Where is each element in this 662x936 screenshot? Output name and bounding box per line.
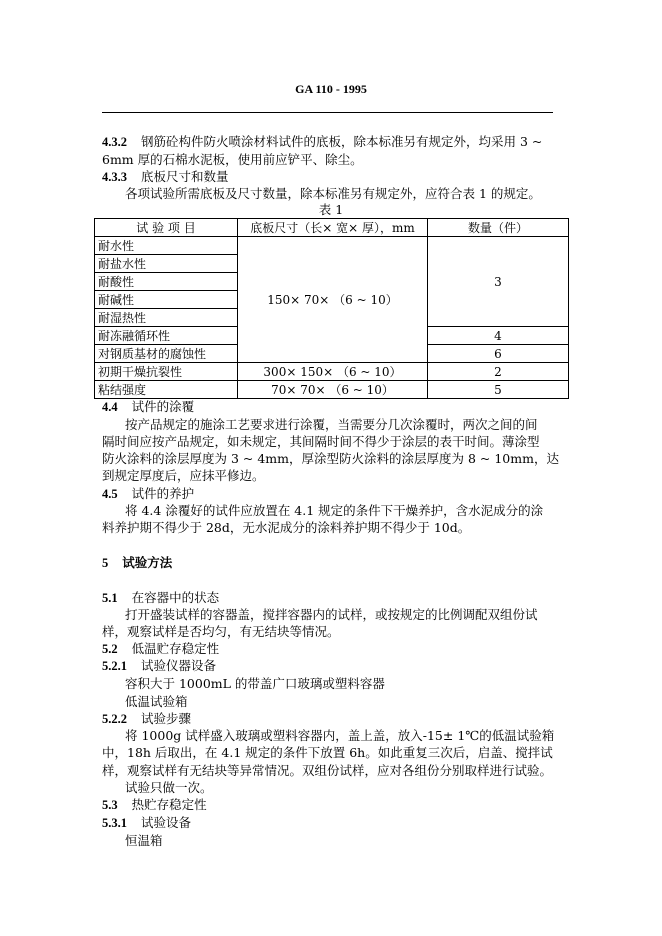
clause-5-1-heading: 5.1 在容器中的状态	[102, 590, 220, 605]
header-rule	[102, 112, 553, 113]
quantity-cell: 2	[428, 363, 569, 381]
table-header-row	[95, 219, 569, 237]
clause-4-3-2-line1: 4.3.2 钢筋砼构件防火喷涂材料试件的底板，除本标准另有规定外，均采用 3 ~	[102, 134, 543, 149]
clause-4-3-3-text: 各项试验所需底板及尺寸数量，除本标准另有规定外，应符合表 1 的规定。	[125, 186, 541, 201]
clause-5-2-1-line2: 低温试验箱	[125, 694, 188, 709]
clause-5-2-2-line2: 中，18h 后取出，在 4.1 规定的条件下放置 6h。如此重复三次后，启盖、搅拌试	[102, 745, 553, 760]
clause-4-4-heading: 4.4 试件的涂覆	[102, 399, 195, 414]
quantity-cell: 6	[428, 345, 569, 363]
clause-4-3-2-line2: 6mm 厚的石棉水泥板，使用前应铲平、除尘。	[102, 152, 363, 167]
test-item: 初期干燥抗裂性	[95, 363, 238, 381]
test-item: 耐碱性	[95, 291, 238, 309]
clause-5-2-2-line4: 试验只做一次。	[125, 780, 213, 795]
size-cell: 150× 70× （6 ~ 10）	[238, 237, 428, 363]
clause-4-5-line1: 将 4.4 涂覆好的试件应放置在 4.1 规定的条件下干燥养护，含水泥成分的涂	[125, 503, 544, 518]
header-quantity: 数量（件）	[428, 219, 569, 237]
quantity-cell: 4	[428, 327, 569, 345]
quantity-cell: 3	[428, 237, 569, 327]
test-item: 对钢质基材的腐蚀性	[95, 345, 238, 363]
quantity-cell: 5	[428, 381, 569, 399]
clause-5-2-1-line1: 容积大于 1000mL 的带盖广口玻璃或塑料容器	[125, 676, 385, 691]
clause-4-5-line2: 料养护期不得少于 28d，无水泥成分的涂料养护期不得少于 10d。	[102, 520, 471, 535]
clause-4-4-line3: 防火涂料的涂层厚度为 3 ~ 4mm，厚涂型防火涂料的涂层厚度为 8 ~ 10mm，达	[102, 451, 559, 466]
clause-5-3-1-heading: 5.3.1 试验设备	[102, 815, 192, 830]
clause-4-4-line4: 到规定厚度后，应抹平修边。	[102, 468, 265, 483]
clause-4-4-line2: 隔时间应按产品规定，如未规定，其间隔时间不得少于涂层的表干时间。薄涂型	[102, 434, 540, 449]
clause-5-2-2-heading: 5.2.2 试验步骤	[102, 711, 192, 726]
table-row	[95, 381, 569, 399]
test-item: 耐冻融循环性	[95, 327, 238, 345]
clause-4-4-line1: 按产品规定的施涂工艺要求进行涂覆，当需要分几次涂覆时，两次之间的间	[125, 417, 538, 432]
clause-4-5-heading: 4.5 试件的养护	[102, 486, 195, 501]
header-size: 底板尺寸（长× 宽× 厚），mm	[238, 219, 428, 237]
test-item: 粘结强度	[95, 381, 238, 399]
clause-5-3-heading: 5.3 热贮存稳定性	[102, 797, 207, 812]
table-row	[95, 363, 569, 381]
table-row	[95, 237, 569, 255]
clause-5-2-1-heading: 5.2.1 试验仪器设备	[102, 658, 217, 673]
test-item: 耐湿热性	[95, 309, 238, 327]
header-test-item: 试 验 项 目	[95, 219, 238, 237]
size-cell: 70× 70× （6 ~ 10）	[238, 381, 428, 399]
clause-5-2-2-line1: 将 1000g 试样盛入玻璃或塑料容器内，盖上盖，放入-15± 1℃的低温试验箱	[125, 728, 555, 743]
clause-5-3-1-line1: 恒温箱	[125, 833, 163, 848]
section-5-heading: 5 试验方法	[102, 555, 173, 570]
test-item: 耐酸性	[95, 273, 238, 291]
clause-5-2-2-line3: 样，观察试样有无结块等异常情况。双组份试样，应对各组份分别取样进行试验。	[102, 763, 553, 778]
test-item: 耐水性	[95, 237, 238, 255]
table-caption: 表 1	[318, 202, 344, 217]
test-item: 耐盐水性	[95, 255, 238, 273]
table-1	[94, 218, 569, 399]
clause-5-2-heading: 5.2 低温贮存稳定性	[102, 641, 220, 656]
clause-4-3-3-heading: 4.3.3 底板尺寸和数量	[102, 169, 229, 184]
document-code-header: GA 110 - 1995	[295, 82, 367, 96]
clause-5-1-line1: 打开盛装试样的容器盖，搅拌容器内的试样，或按规定的比例调配双组份试	[125, 607, 538, 622]
size-cell: 300× 150× （6 ~ 10）	[238, 363, 428, 381]
clause-5-1-line2: 样，观察试样是否均匀，有无结块等情况。	[102, 624, 340, 639]
